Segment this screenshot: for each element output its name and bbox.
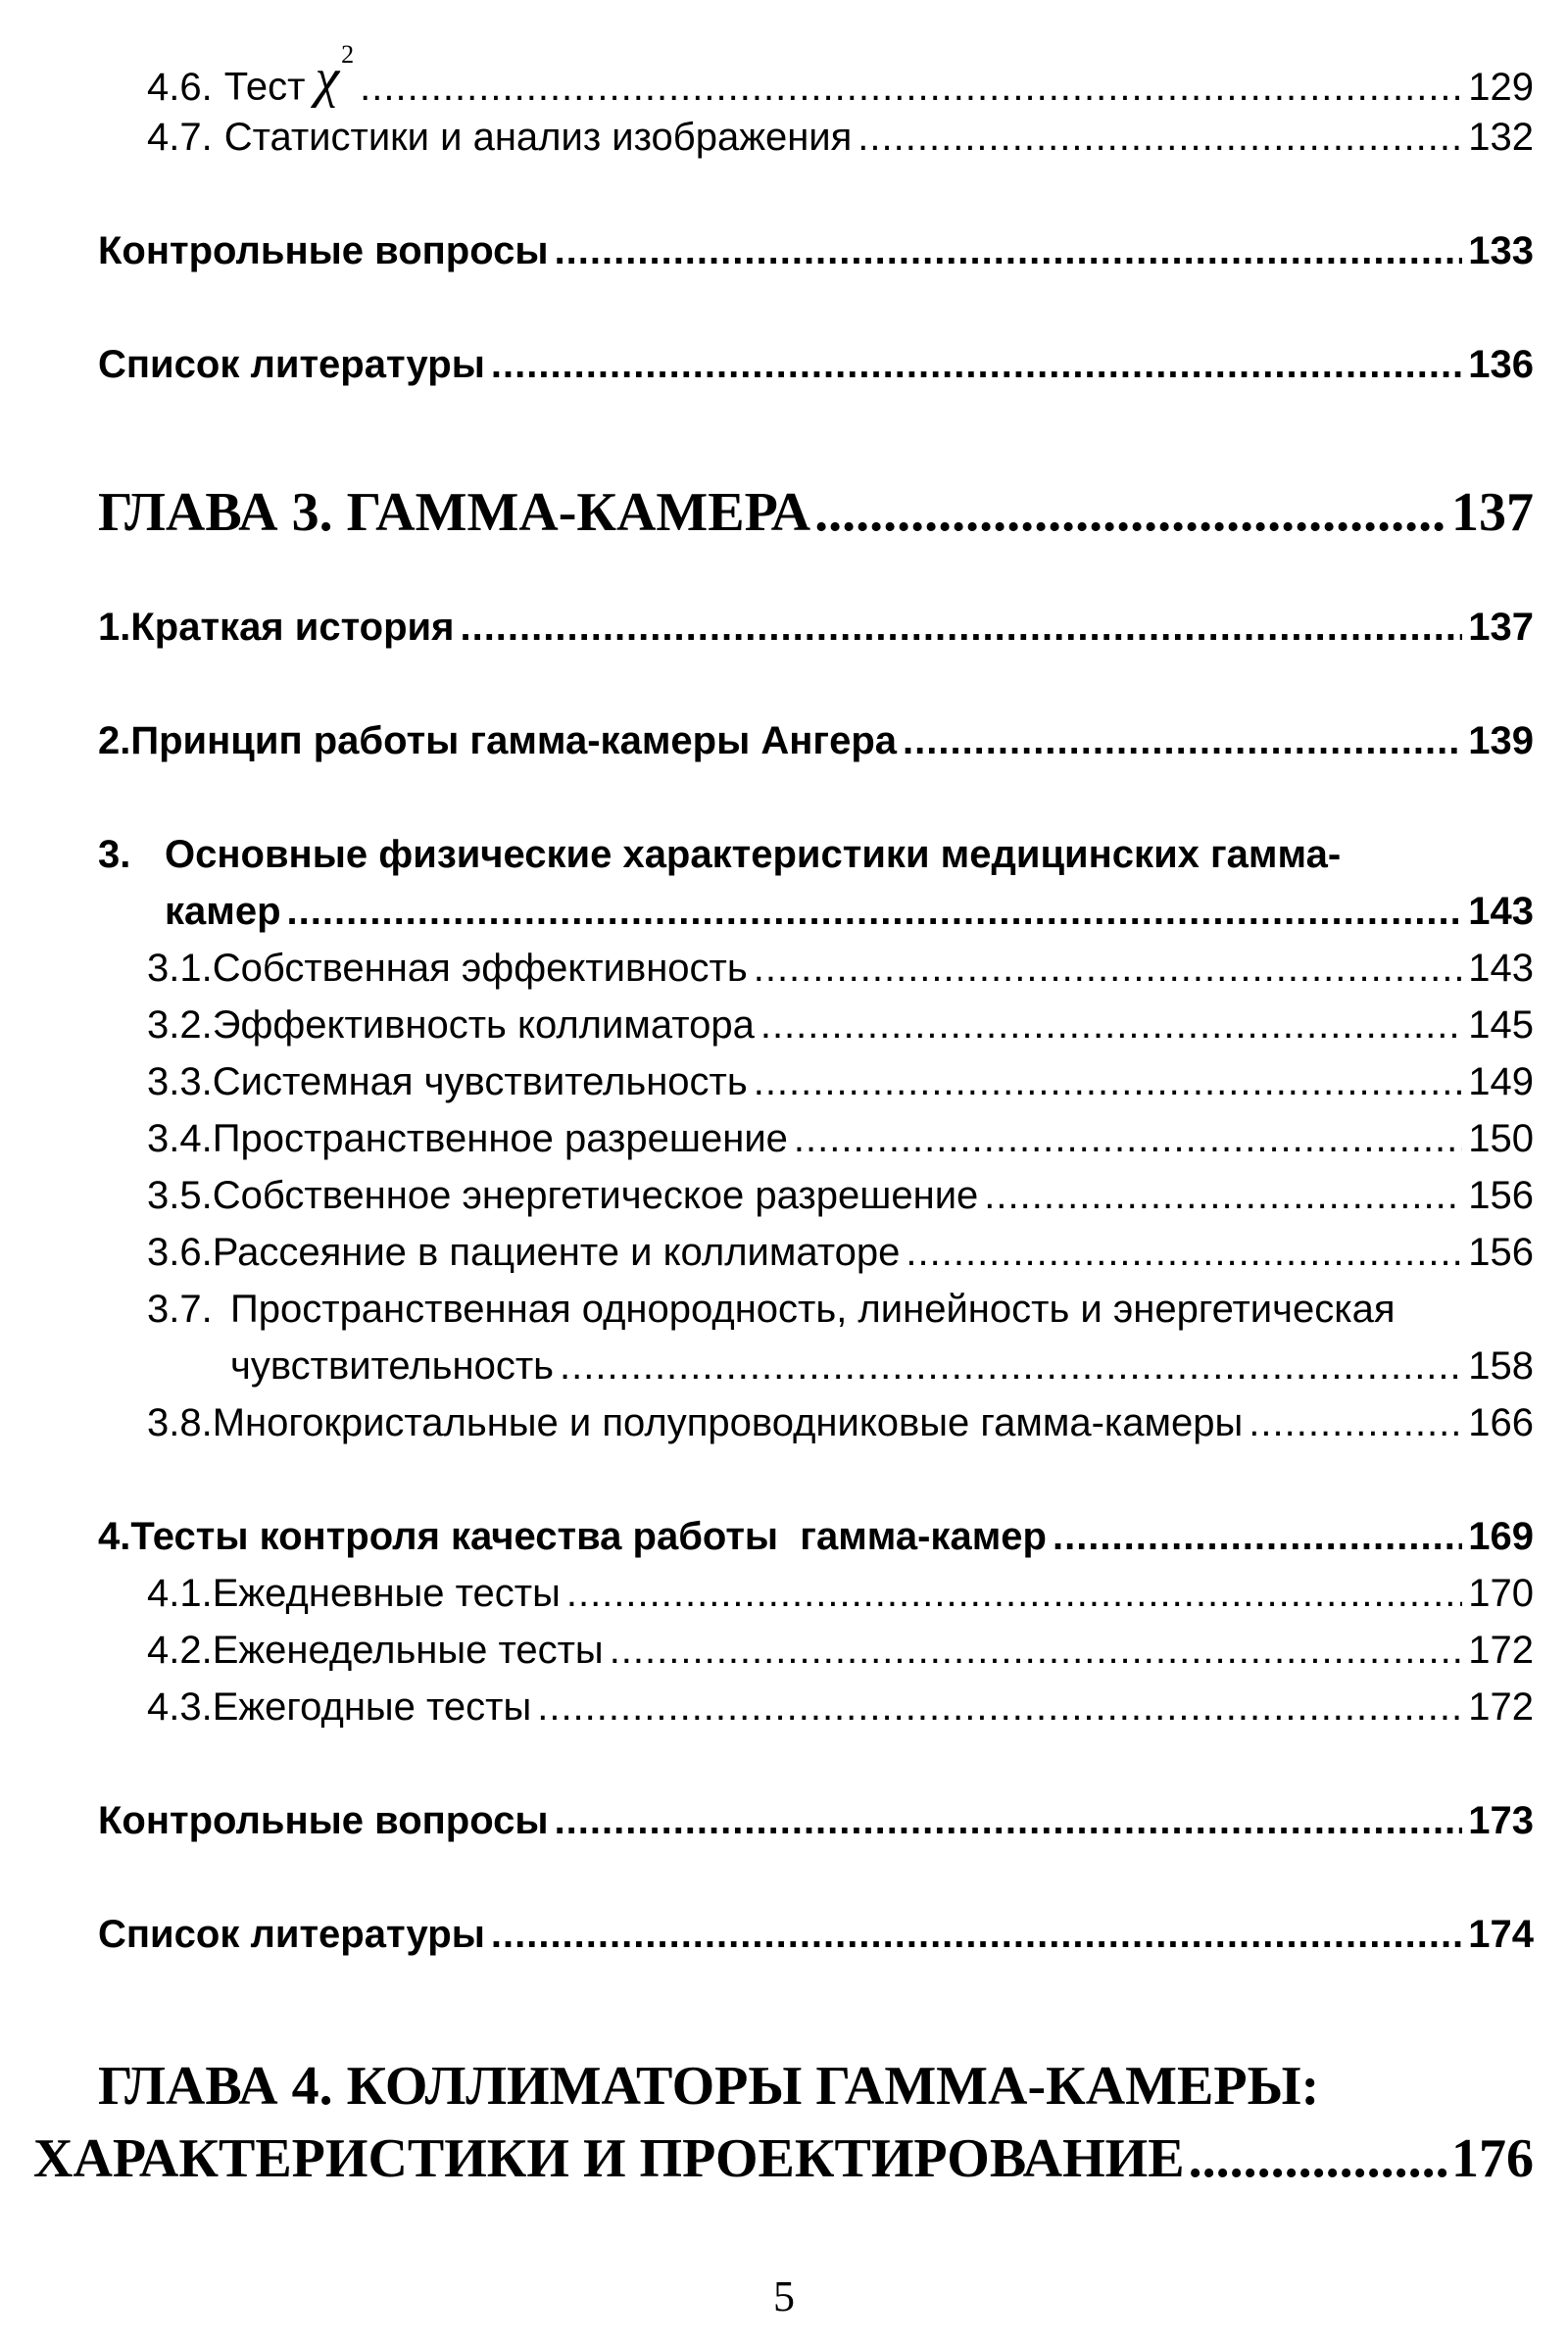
toc-entry-page: 172 — [1468, 1685, 1534, 1729]
toc-entry-title: Собственное энергетическое разрешение — [212, 1174, 979, 1217]
toc-entry-number: 4.7. — [147, 116, 213, 159]
dot-leader — [610, 1627, 1463, 1674]
toc-entry-page: 149 — [1468, 1060, 1534, 1103]
toc-entry-number: 1. — [98, 606, 131, 649]
toc-entry-3-line1[interactable] — [98, 831, 1341, 878]
toc-entry-number: 3.7. — [147, 1288, 213, 1331]
toc-entry-control-questions[interactable] — [98, 1797, 1534, 1844]
dot-leader — [984, 1172, 1462, 1219]
toc-entry-number: 4.6. — [147, 65, 213, 109]
toc-chapter-4-line1[interactable] — [98, 2054, 1319, 2119]
toc-entry-3-4[interactable] — [147, 1115, 1534, 1162]
toc-entry-number: 3.3. — [147, 1060, 213, 1103]
dot-leader — [1053, 1513, 1462, 1560]
toc-entry-page: 143 — [1468, 947, 1534, 990]
toc-entry-title-continued: чувствительность — [230, 1344, 555, 1388]
toc-entry-references[interactable] — [98, 341, 1534, 388]
toc-entry-references[interactable] — [98, 1911, 1534, 1958]
dot-leader — [491, 341, 1462, 388]
toc-entry-3-3[interactable] — [147, 1058, 1534, 1105]
toc-entry-page: 156 — [1468, 1231, 1534, 1274]
toc-entry-number: 4.2. — [147, 1629, 213, 1672]
toc-entry-title: Список литературы — [98, 1913, 485, 1956]
toc-entry-title: Контрольные вопросы — [98, 229, 549, 272]
toc-entry-number: 4.3. — [147, 1685, 213, 1729]
toc-entry-page: 139 — [1468, 719, 1534, 762]
toc-entry-number: 3.5. — [147, 1174, 213, 1217]
toc-entry-title: Рассеяние в пациенте и коллиматоре — [212, 1231, 901, 1274]
toc-entry-page: 158 — [1468, 1344, 1534, 1388]
toc-entry-title: Многокристальные и полупроводниковые гамма-камеры — [212, 1401, 1244, 1444]
toc-entry-2[interactable] — [98, 717, 1534, 764]
toc-entry-control-questions[interactable] — [98, 227, 1534, 274]
toc-entry-title: Тесты контроля качества работы гамма-камер — [130, 1515, 1047, 1558]
toc-entry-3-7-line1[interactable] — [147, 1286, 1396, 1333]
toc-entry-3-2[interactable] — [147, 1001, 1534, 1049]
toc-entry-title — [223, 40, 355, 111]
toc-entry-number: 4.1. — [147, 1572, 213, 1615]
toc-entry-page: 132 — [1468, 116, 1534, 159]
toc-entry-title: Список литературы — [98, 343, 485, 386]
dot-leader — [537, 1683, 1462, 1731]
toc-entry-page: 129 — [1468, 65, 1534, 109]
dot-leader — [906, 1229, 1462, 1276]
toc-entry-page: 143 — [1468, 890, 1534, 933]
dot-leader — [1249, 1399, 1462, 1446]
toc-entry-4-1[interactable] — [147, 1570, 1534, 1617]
toc-entry-title: Принцип работы гамма-камеры Ангера — [130, 719, 897, 762]
dot-leader — [555, 227, 1463, 274]
toc-chapter-4-line2[interactable] — [33, 2126, 1534, 2191]
toc-entry-number: 3.8. — [147, 1401, 213, 1444]
dot-leader — [858, 114, 1462, 161]
toc-entry-page: 169 — [1468, 1515, 1534, 1558]
toc-entry-title-text: Тест — [223, 65, 306, 109]
chi-symbol: χ — [315, 47, 340, 109]
dot-leader — [460, 604, 1462, 651]
toc-entry-title: Пространственная однородность, линейность и энергетическая — [230, 1288, 1396, 1331]
dot-leader — [360, 64, 1462, 111]
toc-entry-title: Основные физические характеристики медицинских гамма- — [165, 833, 1342, 876]
toc-entry-4[interactable] — [98, 1513, 1534, 1560]
dot-leader — [754, 1058, 1463, 1105]
dot-leader — [287, 888, 1463, 935]
toc-entry-title: Контрольные вопросы — [98, 1799, 549, 1842]
dot-leader — [1189, 2126, 1447, 2191]
toc-entry-number: 4. — [98, 1515, 131, 1558]
dot-leader — [555, 1797, 1463, 1844]
toc-entry-title: Пространственное разрешение — [212, 1117, 788, 1160]
toc-entry-4-3[interactable] — [147, 1683, 1534, 1731]
toc-entry-3-6[interactable] — [147, 1229, 1534, 1276]
page-number: 5 — [773, 2272, 795, 2320]
toc-entry-4-7[interactable] — [147, 114, 1534, 161]
toc-entry-title: Ежедневные тесты — [212, 1572, 561, 1615]
toc-entry-page: 172 — [1468, 1629, 1534, 1672]
toc-entry-3-5[interactable] — [147, 1172, 1534, 1219]
toc-entry-page: 170 — [1468, 1572, 1534, 1615]
toc-entry-number: 3.6. — [147, 1231, 213, 1274]
toc-entry-page: 133 — [1468, 229, 1534, 272]
dot-leader — [903, 717, 1462, 764]
toc-entry-4-2[interactable] — [147, 1627, 1534, 1674]
chi-squared-symbol — [315, 40, 355, 109]
dot-leader — [760, 1001, 1462, 1049]
toc-entry-title: Еженедельные тесты — [212, 1629, 604, 1672]
toc-entry-page: 166 — [1468, 1401, 1534, 1444]
chapter-title: ГЛАВА 3. ГАММА-КАМЕРА — [98, 482, 811, 543]
chi-superscript: 2 — [341, 40, 355, 69]
toc-entry-4-6[interactable] — [147, 40, 1534, 111]
toc-entry-page: 174 — [1468, 1913, 1534, 1956]
toc-entry-number: 3.1. — [147, 947, 213, 990]
toc-entry-title: Эффективность коллиматора — [212, 1003, 755, 1047]
toc-entry-title: Собственная эффективность — [212, 947, 748, 990]
toc-entry-number: 2. — [98, 719, 131, 762]
toc-entry-page: 137 — [1468, 606, 1534, 649]
toc-entry-title: Ежегодные тесты — [212, 1685, 532, 1729]
toc-entry-page: 156 — [1468, 1174, 1534, 1217]
toc-entry-number: 3.4. — [147, 1117, 213, 1160]
toc-entry-number: 3.2. — [147, 1003, 213, 1047]
chapter-title-continued: ХАРАКТЕРИСТИКИ И ПРОЕКТИРОВАНИЕ — [33, 2128, 1185, 2189]
chapter-page: 137 — [1451, 482, 1534, 543]
chapter-title: ГЛАВА 4. КОЛЛИМАТОРЫ ГАММА-КАМЕРЫ: — [98, 2056, 1320, 2117]
toc-entry-title-continued: камер — [165, 890, 281, 933]
toc-entry-3-8[interactable] — [147, 1399, 1534, 1446]
dot-leader — [794, 1115, 1462, 1162]
toc-entry-3-1[interactable] — [147, 945, 1534, 992]
toc-entry-title: Статистики и анализ изображения — [223, 116, 853, 159]
chapter-page: 176 — [1451, 2128, 1534, 2189]
dot-leader — [754, 945, 1463, 992]
dot-leader — [560, 1342, 1462, 1390]
toc-entry-3-line2[interactable] — [165, 888, 1534, 935]
toc-entry-title: Системная чувствительность — [212, 1060, 748, 1103]
dot-leader — [566, 1570, 1462, 1617]
toc-entry-page: 136 — [1468, 343, 1534, 386]
toc-entry-1[interactable] — [98, 604, 1534, 651]
toc-entry-page: 145 — [1468, 1003, 1534, 1047]
toc-chapter-3[interactable] — [98, 480, 1534, 545]
toc-entry-title: Краткая история — [130, 606, 455, 649]
toc-entry-3-7-line2[interactable] — [230, 1342, 1534, 1390]
toc-entry-number: 3. — [98, 833, 131, 876]
toc-entry-page: 150 — [1468, 1117, 1534, 1160]
toc-entry-page: 173 — [1468, 1799, 1534, 1842]
dot-leader — [814, 480, 1447, 545]
dot-leader — [491, 1911, 1462, 1958]
